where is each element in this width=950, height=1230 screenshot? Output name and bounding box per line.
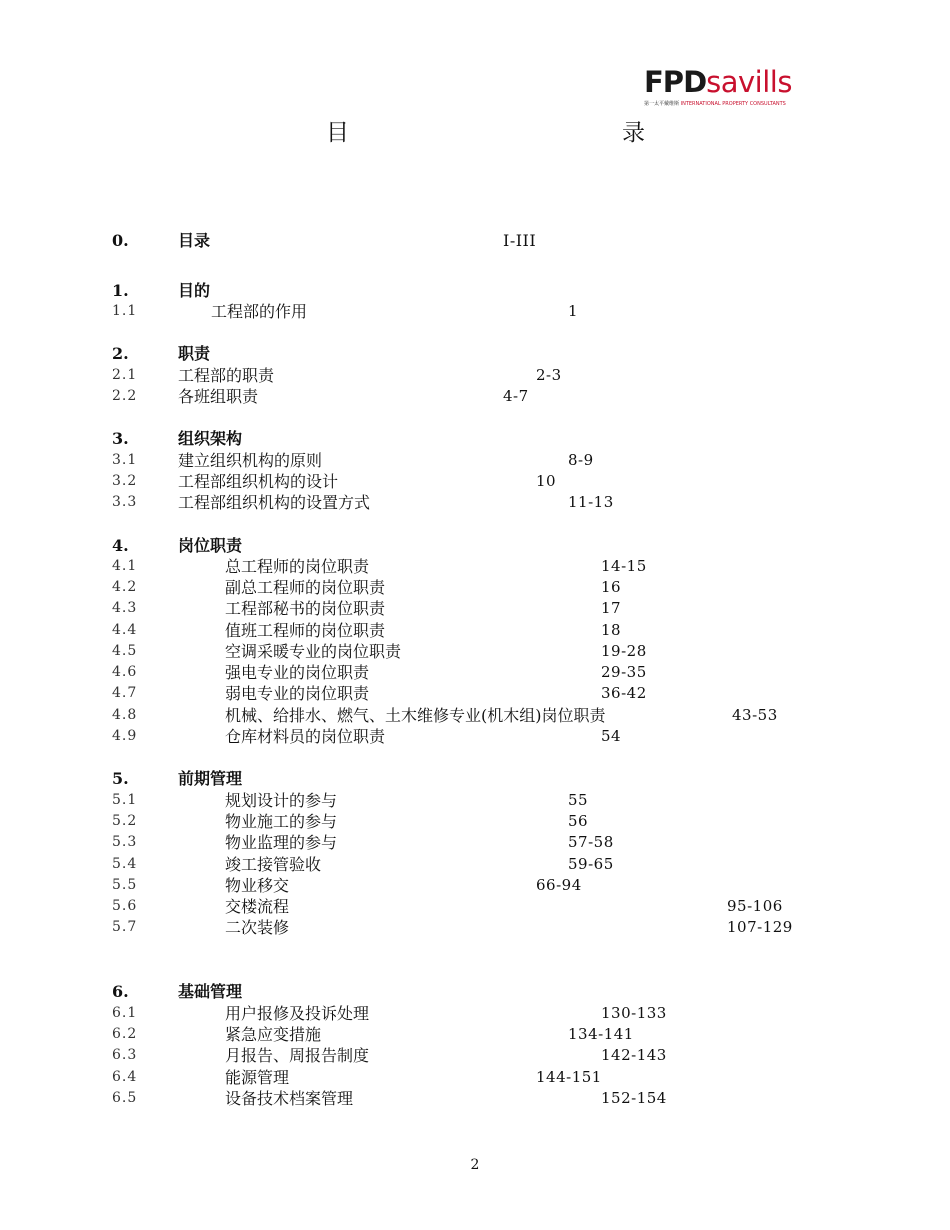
toc-page: 17 — [601, 599, 622, 617]
toc-page: 57-58 — [568, 833, 614, 851]
toc-label: 月报告、周报告制度 — [225, 1046, 370, 1065]
toc-label: 基础管理 — [178, 982, 243, 1001]
toc-number: 5. — [112, 769, 129, 788]
toc-number: 5.5 — [112, 877, 138, 893]
toc-label: 物业监理的参与 — [225, 833, 338, 852]
logo-wordmark — [644, 65, 792, 99]
toc-label: 岗位职责 — [178, 536, 243, 555]
logo-fpd-text: FPD — [644, 65, 707, 99]
fpdsavills-logo — [644, 65, 804, 110]
toc-label: 职责 — [178, 344, 211, 363]
toc-page: 1 — [568, 302, 579, 320]
toc-page: 144-151 — [536, 1068, 602, 1086]
toc-page: 66-94 — [536, 876, 582, 894]
toc-label: 工程部秘书的岗位职责 — [225, 599, 386, 618]
toc-label: 工程部组织机构的设置方式 — [178, 493, 371, 512]
toc-label: 弱电专业的岗位职责 — [225, 684, 370, 703]
toc-number: 6.4 — [112, 1069, 138, 1085]
toc-number: 4.5 — [112, 643, 138, 659]
toc-label: 交楼流程 — [225, 897, 290, 916]
toc-number: 5.7 — [112, 919, 138, 935]
toc-number: 5.2 — [112, 813, 138, 829]
toc-page: 16 — [601, 578, 622, 596]
toc-number: 5.4 — [112, 856, 138, 872]
toc-label: 设备技术档案管理 — [225, 1089, 354, 1108]
toc-page: 11-13 — [568, 493, 614, 511]
toc-number: 4.6 — [112, 664, 138, 680]
toc-page: 36-42 — [601, 684, 647, 702]
toc-label: 建立组织机构的原则 — [178, 451, 323, 470]
toc-label: 工程部的作用 — [211, 302, 308, 321]
toc-page: 56 — [568, 812, 589, 830]
toc-label: 用户报修及投诉处理 — [225, 1004, 370, 1023]
toc-number: 6.5 — [112, 1090, 138, 1106]
logo-subtitle-en: INTERNATIONAL PROPERTY CONSULTANTS — [680, 101, 786, 107]
toc-number: 6.1 — [112, 1005, 138, 1021]
toc-page: 19-28 — [601, 642, 647, 660]
toc-page: 14-15 — [601, 557, 647, 575]
toc-page: 4-7 — [503, 387, 529, 405]
toc-page: 54 — [601, 727, 622, 745]
toc-page: 107-129 — [727, 918, 793, 936]
toc-number: 4.7 — [112, 685, 138, 701]
toc-number: 4.2 — [112, 579, 138, 595]
toc-number: 1.1 — [112, 303, 138, 319]
toc-label: 紧急应变措施 — [225, 1025, 322, 1044]
toc-label: 前期管理 — [178, 769, 243, 788]
toc-page: 152-154 — [601, 1089, 667, 1107]
toc-label: 值班工程师的岗位职责 — [225, 621, 386, 640]
toc-number: 4.3 — [112, 600, 138, 616]
toc-label: 物业施工的参与 — [225, 812, 338, 831]
toc-label: 总工程师的岗位职责 — [225, 557, 370, 576]
toc-label: 竣工接管验收 — [225, 855, 322, 874]
toc-number: 4.9 — [112, 728, 138, 744]
toc-number: 3. — [112, 429, 129, 448]
toc-number: 0. — [112, 231, 129, 250]
toc-page: 55 — [568, 791, 589, 809]
toc-number: 2.2 — [112, 388, 138, 404]
toc-number: 3.1 — [112, 452, 138, 468]
toc-label: 目录 — [178, 231, 211, 250]
toc-number: 4.1 — [112, 558, 138, 574]
logo-subtitle-cn: 第一太平戴维斯 — [644, 101, 680, 107]
toc-page: 2-3 — [536, 366, 562, 384]
toc-number: 4.8 — [112, 707, 138, 723]
toc-number: 6. — [112, 982, 129, 1001]
toc-number: 5.6 — [112, 898, 138, 914]
toc-page: 29-35 — [601, 663, 647, 681]
logo-savills-text: savills — [706, 65, 792, 99]
toc-label: 二次装修 — [225, 918, 290, 937]
toc-page: 59-65 — [568, 855, 614, 873]
toc-number: 6.2 — [112, 1026, 138, 1042]
toc-page: 10 — [536, 472, 557, 490]
toc-page: 43-53 — [732, 706, 778, 724]
toc-number: 6.3 — [112, 1047, 138, 1063]
toc-label: 规划设计的参与 — [225, 791, 338, 810]
toc-label: 仓库材料员的岗位职责 — [225, 727, 386, 746]
toc-page: 134-141 — [568, 1025, 634, 1043]
toc-number: 3.3 — [112, 494, 138, 510]
toc-page: 130-133 — [601, 1004, 667, 1022]
toc-label: 物业移交 — [225, 876, 290, 895]
toc-number: 2. — [112, 344, 129, 363]
toc-page: 8-9 — [568, 451, 594, 469]
toc-number: 5.3 — [112, 834, 138, 850]
toc-page: 95-106 — [727, 897, 783, 915]
toc-number: 2.1 — [112, 367, 138, 383]
toc-label: 各班组职责 — [178, 387, 259, 406]
toc-page: I-III — [503, 231, 537, 250]
toc-number: 5.1 — [112, 792, 138, 808]
toc-label: 副总工程师的岗位职责 — [225, 578, 386, 597]
toc-number: 4. — [112, 536, 129, 555]
toc-label: 能源管理 — [225, 1068, 290, 1087]
page-title-part2: 录 — [622, 120, 645, 146]
toc-label: 强电专业的岗位职责 — [225, 663, 370, 682]
toc-label: 组织架构 — [178, 429, 243, 448]
toc-label: 机械、给排水、燃气、土木维修专业(机木组)岗位职责 — [225, 706, 606, 725]
toc-page: 18 — [601, 621, 622, 639]
toc-page: 142-143 — [601, 1046, 667, 1064]
logo-subtitle — [644, 100, 786, 107]
toc-number: 3.2 — [112, 473, 138, 489]
page-number: 2 — [470, 1157, 480, 1173]
toc-number: 1. — [112, 281, 129, 300]
toc-number: 4.4 — [112, 622, 138, 638]
toc-label: 工程部的职责 — [178, 366, 275, 385]
toc-label: 工程部组织机构的设计 — [178, 472, 339, 491]
toc-label: 空调采暖专业的岗位职责 — [225, 642, 402, 661]
toc-label: 目的 — [178, 281, 211, 300]
page-title-part1: 目 — [326, 120, 349, 146]
